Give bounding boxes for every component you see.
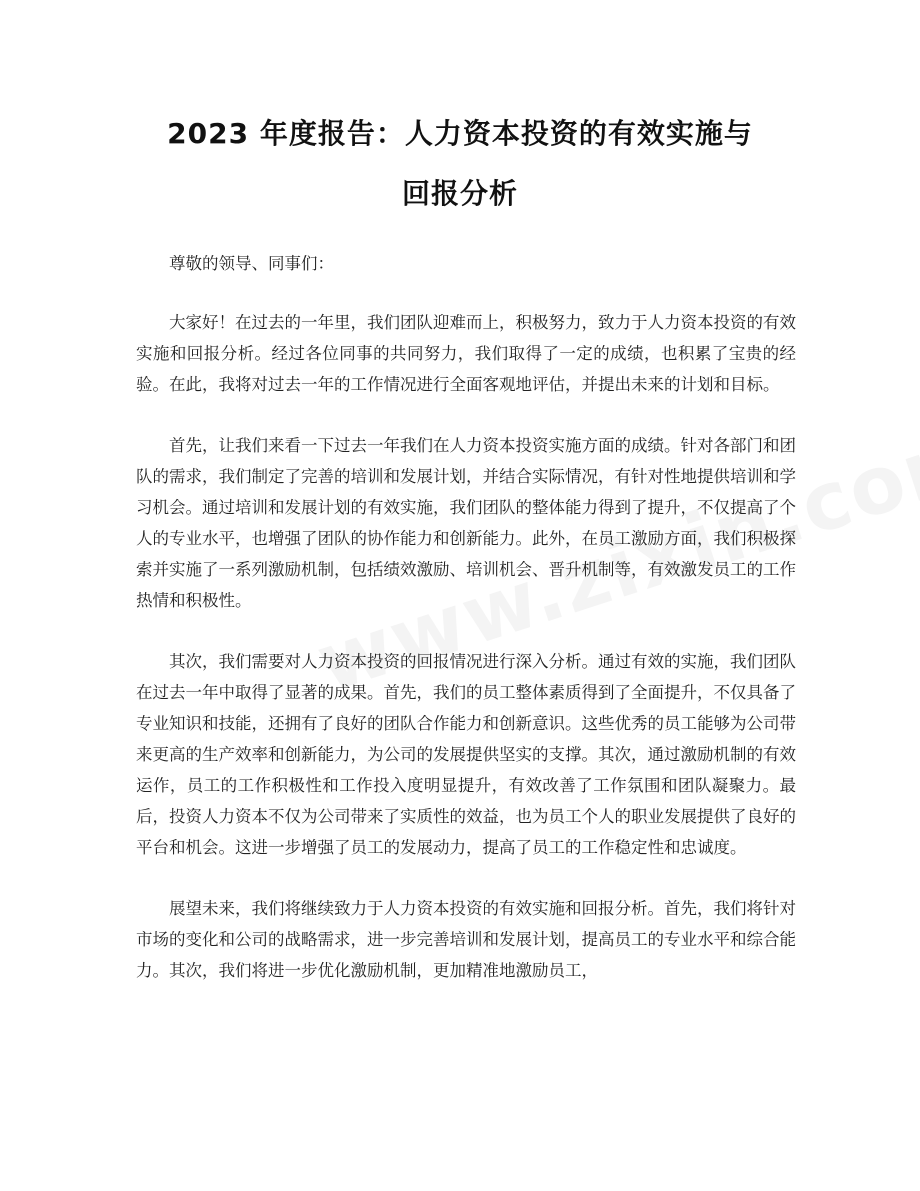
title-line-2: 回报分析 (401, 177, 518, 210)
title-line-1: 2023 年度报告：人力资本投资的有效实施与 (167, 117, 753, 150)
paragraph-4: 展望未来，我们将继续致力于人力资本投资的有效实施和回报分析。首先，我们将针对市场的变化和公司的战略需求，进一步完善培训和发展计划，提高员工的专业水平和综合能力。其次，我们将进一步优化激励机制，更加精准地激励员工， (136, 899, 796, 980)
paragraph-1: 大家好！在过去的一年里，我们团队迎难而上，积极努力，致力于人力资本投资的有效实施和回报分析。经过各位同事的共同努力，我们取得了一定的成绩，也积累了宝贵的经验。在此，我将对过去一年的工作情况进行全面客观地评估，并提出未来的计划和目标。 (136, 313, 796, 394)
paragraph-3: 其次，我们需要对人力资本投资的回报情况进行深入分析。通过有效的实施，我们团队在过去一年中取得了显著的成果。首先，我们的员工整体素质得到了全面提升，不仅具备了专业知识和技能，还拥有了良好的团队合作能力和创新意识。这些优秀的员工能够为公司带来更高的生产效率和创新能力，为公司的发展提供坚实的支撑。其次，通过激励机制的有效运作，员工的工作积极性和工作投入度明显提升，有效改善了工作氛围和团队凝聚力。最后，投资人力资本不仅为公司带来了实质性的效益，也为员工个人的职业发展提供了良好的平台和机会。这进一步增强了员工的发展动力，提高了员工的工作稳定性和忠诚度。 (136, 652, 796, 857)
paragraph-2: 首先，让我们来看一下过去一年我们在人力资本投资实施方面的成绩。针对各部门和团队的需求，我们制定了完善的培训和发展计划，并结合实际情况，有针对性地提供培训和学习机会。通过培训和发展计划的有效实施，我们团队的整体能力得到了提升，不仅提高了个人的专业水平，也增强了团队的协作能力和创新能力。此外，在员工激励方面，我们积极探索并实施了一系列激励机制，包括绩效激励、培训机会、晋升机制等，有效激发员工的工作热情和积极性。 (136, 436, 796, 610)
document-body (136, 248, 796, 1016)
document-title (110, 104, 810, 224)
salutation: 尊敬的领导、同事们： (169, 254, 334, 273)
